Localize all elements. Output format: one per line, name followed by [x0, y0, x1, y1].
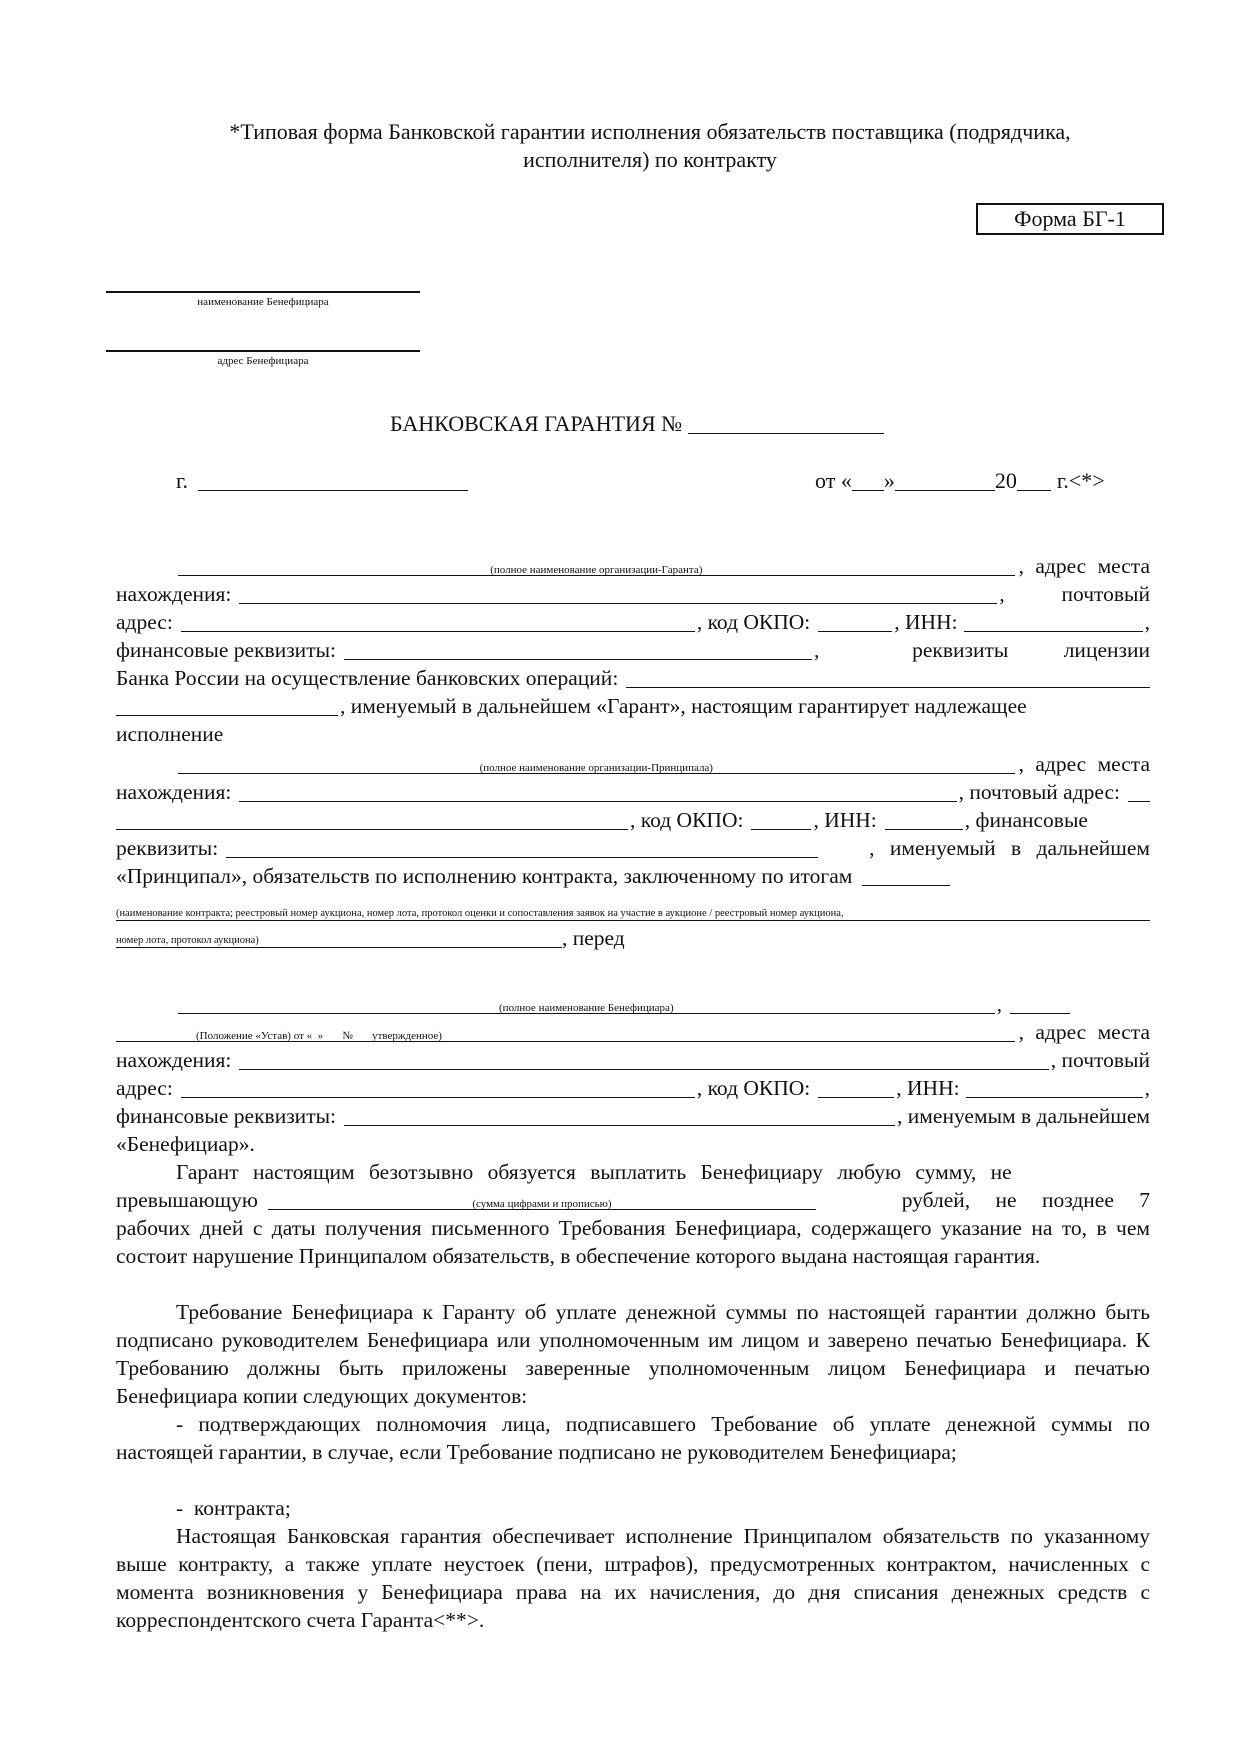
principal-postal-label: , почтовый адрес: — [958, 780, 1120, 804]
guarantor-execution-row — [116, 720, 1150, 748]
beneficiary-postal-label: , почтовый — [1050, 1048, 1150, 1072]
guarantor-inn-blank[interactable] — [964, 611, 1143, 632]
principal-before-text: , перед — [562, 926, 625, 950]
p1-exceed: превышающую — [116, 1188, 258, 1212]
principal-address-blank[interactable] — [116, 809, 628, 830]
city-row — [176, 467, 470, 495]
beneficiary-named-text: , именуемым в дальнейшем — [897, 1104, 1150, 1128]
p1-sum-row — [116, 1186, 1150, 1214]
guarantor-name-blank[interactable] — [178, 555, 1015, 576]
item2-text: - контракта; — [176, 1496, 291, 1520]
beneficiary-extra-blank[interactable] — [1010, 993, 1070, 1014]
guarantor-named-row — [116, 692, 1150, 720]
guarantor-location-blank[interactable] — [239, 583, 997, 604]
p1-rest — [116, 1214, 1150, 1270]
guarantor-address-place: , адрес места — [1018, 554, 1150, 578]
p2 — [116, 1298, 1150, 1410]
guarantee-heading-text: БАНКОВСКАЯ ГАРАНТИЯ № — [390, 411, 683, 436]
date-month-blank[interactable] — [895, 470, 995, 491]
principal-contract-blank[interactable] — [862, 865, 950, 886]
beneficiary-fullname-blank[interactable] — [178, 993, 995, 1014]
beneficiary-address-row: адрес: , код ОКПО: , ИНН: , — [116, 1076, 1150, 1100]
date-year-blank[interactable] — [1017, 470, 1051, 491]
beneficiary-address-blank[interactable] — [181, 1077, 695, 1098]
city-prefix: г. — [176, 468, 189, 493]
guarantee-number-blank[interactable] — [688, 413, 884, 434]
guarantor-postal-label: почтовый — [1061, 582, 1150, 606]
beneficiary-okpo-label: , код ОКПО: — [696, 1076, 811, 1100]
guarantor-inn-label: , ИНН: — [894, 610, 958, 634]
guarantor-license-label: реквизиты лицензии — [912, 638, 1150, 662]
principal-address-place: , адрес места — [1018, 752, 1150, 776]
beneficiary-caption: (полное наименование Бенефициара) — [499, 1002, 674, 1014]
beneficiary-name-caption: наименование Бенефициара — [197, 296, 329, 308]
principal-location-label: нахождения: — [116, 780, 232, 804]
date-mid: » — [883, 468, 895, 493]
list-item-2 — [116, 1494, 1150, 1522]
form-label: Форма БГ-1 — [1014, 206, 1126, 231]
form-title-line1: *Типовая форма Банковской гарантии исполнения обязательств поставщика (подрядчика, — [229, 119, 1071, 144]
beneficiary-finance-blank[interactable] — [344, 1105, 895, 1126]
beneficiary-address-place: , адрес места — [1018, 1020, 1150, 1044]
principal-caption: (полное наименование организации-Принципала) — [479, 762, 713, 774]
principal-location-row — [116, 778, 1150, 806]
form-label-box — [976, 203, 1164, 235]
contract-caption-text2: номер лота, протокол аукциона) — [116, 935, 259, 946]
beneficiary-charter-blank[interactable] — [116, 1021, 1015, 1042]
principal-contract-text: «Принципал», обязательств по исполнению контракта, заключенному по итогам — [116, 864, 853, 888]
beneficiary-word-row — [116, 1130, 1150, 1158]
beneficiary-address-line[interactable] — [106, 350, 420, 352]
p1-sum-caption: (сумма цифрами и прописью) — [472, 1198, 612, 1210]
beneficiary-finance-row — [116, 1102, 1150, 1130]
guarantor-address-row: адрес: , код ОКПО: , ИНН: , — [116, 610, 1150, 634]
principal-details-row — [116, 834, 1150, 862]
p1-sum-blank[interactable] — [268, 1189, 816, 1210]
principal-details-label: реквизиты: — [116, 836, 219, 860]
guarantor-license-blank[interactable] — [116, 695, 338, 716]
beneficiary-charter-caption: (Положение «Устав) от « » № утвержденное) — [196, 1030, 442, 1042]
item1-text: - подтверждающих полномочия лица, подписавшего Требование об уплате денежной суммы по настоящей гарантии, в случае, если Требование подписано не руководителем Бенефициара; — [116, 1412, 1150, 1464]
guarantor-bank-row — [116, 664, 1150, 692]
guarantor-address-label: адрес: — [116, 610, 173, 634]
principal-location-blank[interactable] — [239, 781, 956, 802]
beneficiary-location-label: нахождения: — [116, 1048, 232, 1072]
guarantor-named-text: , именуемый в дальнейшем «Гарант», настоящим гарантирует надлежащее — [340, 694, 1027, 718]
guarantor-name-row — [116, 552, 1150, 580]
p3-text: Настоящая Банковская гарантия обеспечивает исполнение Принципалом обязательств по указанному выше контракту, а также уплате неустоек (пени, штрафов), предусмотренных контрактом, начисленных с момента возникновения у Бенефициара права на их начисления, до дня списания денежных средств с корреспондентского счета Гаранта<**>. — [116, 1524, 1150, 1632]
beneficiary-inn-blank[interactable] — [966, 1077, 1143, 1098]
guarantee-heading — [390, 410, 886, 438]
city-blank[interactable] — [198, 470, 468, 491]
principal-inn-label: , ИНН: — [813, 808, 877, 832]
form-title-line2: исполнителя) по контракту — [523, 147, 777, 172]
guarantor-finance-blank[interactable] — [344, 639, 812, 660]
principal-finance-label: , финансовые — [964, 808, 1088, 832]
guarantor-okpo-blank[interactable] — [818, 611, 892, 632]
principal-details-blank[interactable] — [226, 837, 818, 858]
p1-rest-text: рабочих дней с даты получения письменного Требования Бенефициара, содержащего указание на то, в чем состоит нарушение Принципалом обязательств, в обеспечение которого выдана настоящая гарантия. — [116, 1216, 1150, 1268]
guarantor-execution-text: исполнение — [116, 722, 224, 746]
date-suffix: г.<*> — [1056, 468, 1105, 493]
principal-inn-blank[interactable] — [885, 809, 963, 830]
beneficiary-location-blank[interactable] — [239, 1049, 1048, 1070]
p2-text: Требование Бенефициара к Гаранту об уплате денежной суммы по настоящей гарантии должно быть подписано руководителем Бенефициара или уполномоченным им лицом и заверено печатью Бенефициара. К Требованию должны быть приложены заверенные уполномоченным лицом Бенефициара и печатью Бенефициара копии следующих документов: — [116, 1300, 1150, 1408]
principal-name-blank[interactable] — [178, 753, 1015, 774]
beneficiary-location-row — [116, 1046, 1150, 1074]
p1-rubles: рублей, не позднее 7 — [901, 1188, 1150, 1212]
form-title — [150, 118, 1150, 174]
guarantor-bank-label: Банка России на осуществление банковских операций: — [116, 666, 619, 690]
date-from: от « — [815, 468, 852, 493]
contract-caption-text1: (наименование контракта; реестровый номер аукциона, номер лота, протокол оценки и сопоставления заявок на участие в аукционе / реестровый номер аукциона, — [116, 908, 844, 919]
guarantor-bank-blank[interactable] — [626, 667, 1150, 688]
principal-name-row — [116, 750, 1150, 778]
guarantor-caption: (полное наименование организации-Гаранта) — [490, 564, 703, 576]
beneficiary-name-row: (полное наименование Бенефициара) , — [116, 990, 1150, 1018]
guarantor-location-row: нахождения: , почтовый — [116, 582, 1150, 606]
p1-line1-row — [116, 1158, 1150, 1186]
principal-postal-blank[interactable] — [1128, 781, 1150, 802]
principal-contract-row — [116, 862, 1150, 890]
principal-okpo-label: , код ОКПО: — [630, 808, 744, 832]
contract-caption-row2 — [116, 924, 625, 952]
principal-okpo-blank[interactable] — [751, 809, 811, 830]
guarantor-finance-row: финансовые реквизиты: , реквизиты лицензии — [116, 638, 1150, 662]
beneficiary-name-line[interactable] — [106, 291, 420, 293]
guarantor-address-blank[interactable] — [181, 611, 695, 632]
beneficiary-address-label: адрес: — [116, 1076, 173, 1100]
beneficiary-charter-row — [116, 1018, 1150, 1046]
beneficiary-okpo-blank[interactable] — [818, 1077, 894, 1098]
contract-caption-line1 — [116, 908, 1150, 921]
p1-line1: Гарант настоящим безотзывно обязуется выплатить Бенефициару любую сумму, не — [176, 1160, 1012, 1184]
guarantor-location-label: нахождения: — [116, 582, 232, 606]
beneficiary-address-caption: адрес Бенефициара — [217, 355, 309, 367]
date-row — [815, 467, 1105, 495]
date-year-prefix: 20 — [994, 468, 1017, 493]
beneficiary-word: «Бенефициар». — [116, 1132, 255, 1156]
beneficiary-finance-label: финансовые реквизиты: — [116, 1104, 337, 1128]
guarantor-okpo-label: , код ОКПО: — [696, 610, 811, 634]
date-day-blank[interactable] — [852, 470, 884, 491]
contract-caption-blank2[interactable] — [116, 935, 562, 948]
guarantor-finance-label: финансовые реквизиты: — [116, 638, 337, 662]
principal-named-text: , именуемый в дальнейшем — [869, 836, 1150, 860]
list-item-1 — [116, 1410, 1150, 1466]
p3 — [116, 1522, 1150, 1634]
beneficiary-inn-label: , ИНН: — [896, 1076, 960, 1100]
principal-address-row — [116, 806, 1150, 834]
